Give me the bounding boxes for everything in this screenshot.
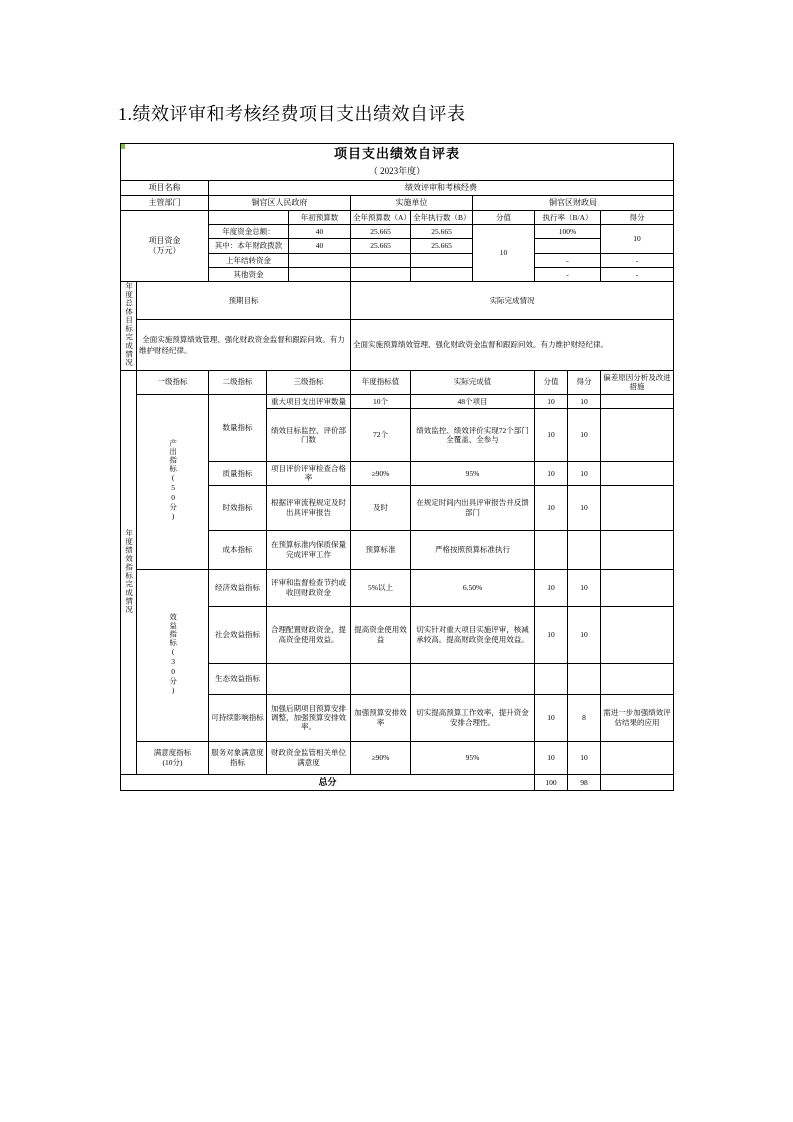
indicator-score: 10 [568,606,601,663]
funds-col-score-value: 分值 [473,210,535,224]
table-title: 项目支出绩效自评表 [121,144,674,165]
target-value [351,663,411,694]
project-name-value: 绩效评审和考核经费 [209,180,674,195]
table-subtitle-row [121,164,674,180]
indicator-value: 10 [535,485,568,530]
funds-row-rate: - [535,253,601,267]
indicator-analysis [601,741,674,774]
funds-header-row [121,210,674,224]
indicator-analysis [601,530,674,569]
actual-value: 绩效监控、绩效评价实现72个部门全覆盖、全参与 [411,408,535,461]
col-score: 得分 [568,370,601,394]
indicator-score: 10 [568,485,601,530]
funds-col-year-exec: 全年执行数（B） [411,210,473,224]
funds-row-exec [411,253,473,267]
level1-satisfaction: 满意度指标 (10分) [137,741,209,774]
col-analysis: 偏差原因分析及改进措施 [601,370,674,394]
col-level1: 一级指标 [137,370,209,394]
project-name-row [121,180,674,195]
implementing-unit-label: 实施单位 [351,195,473,210]
funds-row-rate [535,239,601,253]
department-label: 主管部门 [121,195,209,210]
indicator-analysis [601,569,674,606]
indicator-value: 10 [535,408,568,461]
total-score: 98 [568,774,601,790]
funds-label-line1: 项目资金 [148,235,181,245]
level2-timeliness: 时效指标 [209,485,267,530]
funds-row-score: - [601,253,674,267]
level3-indicator: 绩效目标监控、评价部门数 [267,408,351,461]
level2-economic: 经济效益指标 [209,569,267,606]
level3-indicator: 在预算标准内保质保量完成评审工作 [267,530,351,569]
funds-row-exec: 25.665 [411,224,473,238]
target-value: 提高资金使用效益 [351,606,411,663]
indicator-score [568,663,601,694]
level1-output: 产出指标(50分) [137,394,209,569]
indicators-side-label: 年度绩效指标完成情况 [121,370,137,774]
funds-row-begin: 40 [289,224,351,238]
indicator-score: 8 [568,694,601,741]
expected-goal-label: 预期目标 [137,282,351,319]
level2-social: 社会效益指标 [209,606,267,663]
col-level3: 三级指标 [267,370,351,394]
funds-label-line2: （万元） [148,245,181,255]
page-title: 1.绩效评审和考核经费项目支出绩效自评表 [118,104,466,124]
indicator-value [535,663,568,694]
funds-row-name: 上年结转资金 [209,253,289,267]
funds-col-year-total: 全年预算数（A） [351,210,411,224]
indicator-header-row [121,370,674,394]
funds-row-exec [411,268,473,282]
indicator-analysis [601,663,674,694]
col-target: 年度指标值 [351,370,411,394]
funds-row-score: - [601,268,674,282]
indicator-value [535,530,568,569]
indicator-score [568,530,601,569]
indicator-value: 10 [535,461,568,485]
indicator-value: 10 [535,606,568,663]
indicator-analysis [601,394,674,408]
indicator-row [121,394,674,408]
overall-goal-header-row [121,282,674,319]
level2-service-object: 服务对象满意度指标 [209,741,267,774]
actual-completion-label: 实际完成情况 [351,282,674,319]
funds-row-total: 25.665 [351,224,411,238]
indicator-score: 10 [568,394,601,408]
actual-value: 6.50% [411,569,535,606]
funds-row-total [351,253,411,267]
total-row [121,774,674,790]
funds-label [121,210,209,282]
funds-row-exec: 25.665 [411,239,473,253]
funds-row-rate: 100% [535,224,601,238]
level3-indicator: 加强后期项目预算安排调整，加强预算安排效率。 [267,694,351,741]
actual-value: 95% [411,741,535,774]
indicator-analysis [601,408,674,461]
funds-col-blank [209,210,289,224]
col-value: 分值 [535,370,568,394]
indicator-row [121,741,674,774]
level3-indicator: 评审和监督检查节约或收回财政资金 [267,569,351,606]
indicator-analysis [601,606,674,663]
indicator-value: 10 [535,394,568,408]
indicator-analysis [601,485,674,530]
level3-indicator [267,663,351,694]
funds-col-exec-rate: 执行率（B/A） [535,210,601,224]
level2-cost: 成本指标 [209,530,267,569]
level2-ecological: 生态效益指标 [209,663,267,694]
level2-quality: 质量指标 [209,461,267,485]
actual-value: 严格按照预算标准执行 [411,530,535,569]
overall-goal-side-label: 年度总体目标完成情况 [121,282,137,370]
col-actual: 实际完成值 [411,370,535,394]
implementing-unit-value: 铜官区财政局 [473,195,674,210]
col-level2: 二级指标 [209,370,267,394]
overall-goal-content-row [121,319,674,370]
level3-indicator: 合理配置财政资金，提高资金使用效益。 [267,606,351,663]
funds-row-begin [289,268,351,282]
table-subtitle: （ 2023年度） [121,164,674,180]
actual-value [411,663,535,694]
department-value: 铜官区人民政府 [209,195,351,210]
target-value: 10个 [351,394,411,408]
department-row [121,195,674,210]
funds-col-year-begin: 年初预算数 [289,210,351,224]
total-analysis [601,774,674,790]
level3-indicator: 财政资金监管相关单位满意度 [267,741,351,774]
indicator-value: 10 [535,741,568,774]
indicator-value: 10 [535,569,568,606]
actual-value: 切实针对重大项目实施评审，核减承较高。提高财政资金使用效益。 [411,606,535,663]
funds-row-rate: - [535,268,601,282]
indicator-value: 10 [535,694,568,741]
target-value: ≥90% [351,741,411,774]
level3-indicator: 根据评审流程规定及时出具评审报告 [267,485,351,530]
target-value: 预算标准 [351,530,411,569]
actual-value: 切实提高预算工作效率，提升资金安排合理性。 [411,694,535,741]
target-value: ≥90% [351,461,411,485]
funds-row-name: 其他资金 [209,268,289,282]
project-name-label: 项目名称 [121,180,209,195]
funds-col-score: 得分 [601,210,674,224]
indicator-row [121,569,674,606]
total-label: 总分 [121,774,535,790]
indicator-score: 10 [568,461,601,485]
level1-benefit: 效益指标(30分) [137,569,209,741]
target-value: 加强预算安排效率 [351,694,411,741]
expected-goal-text: 全面实施预算绩效管理、强化财政资金监督和跟踪问效。有力维护财经纪律。 [137,319,351,370]
funds-row-total: 25.665 [351,239,411,253]
total-value: 100 [535,774,568,790]
actual-value: 48个项目 [411,394,535,408]
funds-row-begin: 40 [289,239,351,253]
actual-completion-text: 全面实施预算绩效管理、强化财政资金监督和跟踪问效。有力维护财经纪律。 [351,319,674,370]
funds-row-score: 10 [601,224,674,253]
indicator-score: 10 [568,408,601,461]
target-value: 及时 [351,485,411,530]
funds-row-value: 10 [473,224,535,282]
funds-row-name: 年度资金总额： [209,224,289,238]
table-title-row [121,144,674,165]
level2-sustainability: 可持续影响指标 [209,694,267,741]
indicator-analysis: 需进一步加强绩效评估结果的应用 [601,694,674,741]
indicator-score: 10 [568,741,601,774]
funds-row-total [351,268,411,282]
performance-self-evaluation-table [120,143,674,791]
indicator-analysis [601,461,674,485]
level3-indicator: 项目评价评审检查合格率 [267,461,351,485]
target-value: 5%以上 [351,569,411,606]
funds-row-name: 其中：本年财政拨款 [209,239,289,253]
actual-value: 在规定时间内出具评审报告并反馈部门 [411,485,535,530]
level3-indicator: 重大项目支出评审数量 [267,394,351,408]
indicator-score: 10 [568,569,601,606]
funds-row-begin [289,253,351,267]
target-value: 72个 [351,408,411,461]
actual-value: 95% [411,461,535,485]
level2-quantity: 数量指标 [209,394,267,461]
